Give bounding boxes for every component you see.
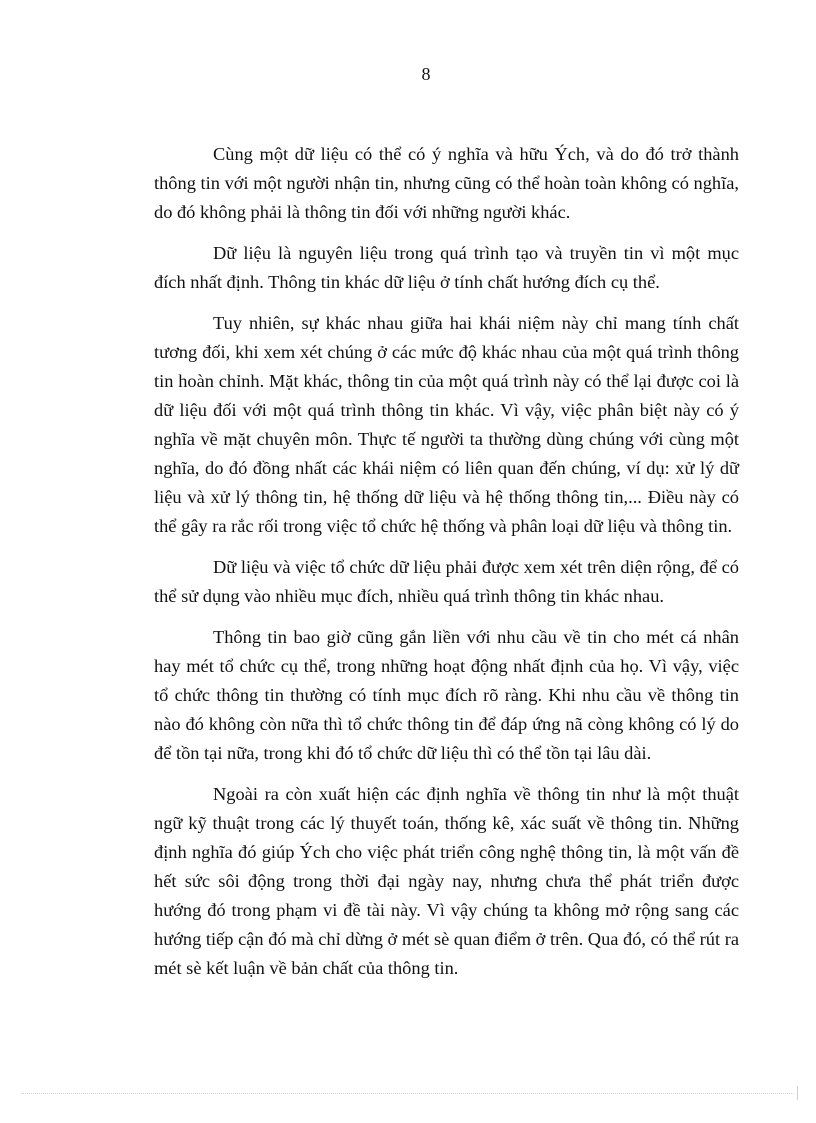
page-edge-marker (797, 1086, 798, 1100)
page-bottom-divider (22, 1093, 794, 1094)
paragraph-4: Dữ liệu và việc tổ chức dữ liệu phải được xem xét trên diện rộng, để có thể sử dụng vào nhiều mục đích, nhiều quá trình thông tin khác nhau. (154, 557, 739, 606)
paragraph-3: Tuy nhiên, sự khác nhau giữa hai khái niệm này chỉ mang tính chất tương đối, khi xem xét chúng ở các mức độ khác nhau của một quá trình thông tin hoàn chỉnh. Mặt khác, thông tin của một quá trình này có thể lại được coi là dữ liệu đối với một quá trình thông tin khác. Vì vậy, việc phân biệt này có ý nghĩa về mặt chuyên môn. Thực tế người ta thường dùng chúng với cùng một nghĩa, do đó đồng nhất các khái niệm có liên quan đến chúng, ví dụ: xử lý dữ liệu và xử lý thông tin, hệ thống dữ liệu và hệ thống thông tin,... Điều này có thể gây ra rắc rối trong việc tổ chức hệ thống và phân loại dữ liệu và thông tin. (154, 313, 739, 536)
paragraph-6: Ngoài ra còn xuất hiện các định nghĩa về thông tin như là một thuật ngữ kỹ thuật trong các lý thuyết toán, thống kê, xác suất về thông tin. Những định nghĩa đó giúp Ých cho việc phát triển công nghệ thông tin, là một vấn đề hết sức sôi động trong thời đại ngày nay, nhưng chưa thể phát triển được hướng đó trong phạm vi đề tài này. Vì vậy chúng ta không mở rộng sang các hướng tiếp cận đó mà chỉ dừng ở mét sè quan điểm ở trên. Qua đó, có thể rút ra mét sè kết luận về bản chất của thông tin. (154, 784, 739, 978)
page-number: 8 (421, 64, 431, 84)
paragraph-1: Cùng một dữ liệu có thể có ý nghĩa và hữu Ých, và do đó trở thành thông tin với một người nhận tin, nhưng cũng có thể hoàn toàn không có nghĩa, do đó không phải là thông tin đối với những người khác. (154, 144, 739, 222)
paragraph-5: Thông tin bao giờ cũng gắn liền với nhu cầu về tin cho mét cá nhân hay mét tổ chức cụ thể, trong những hoạt động nhất định của họ. Vì vậy, việc tổ chức thông tin thường có tính mục đích rõ ràng. Khi nhu cầu về thông tin nào đó không còn nữa thì tổ chức thông tin để đáp ứng nã còng không có lý do để tồn tại nữa, trong khi đó tổ chức dữ liệu thì có thể tồn tại lâu dài. (154, 627, 739, 763)
body-text (154, 140, 739, 995)
paragraph-2: Dữ liệu là nguyên liệu trong quá trình tạo và truyền tin vì một mục đích nhất định. Thông tin khác dữ liệu ở tính chất hướng đích cụ thể. (154, 243, 739, 292)
